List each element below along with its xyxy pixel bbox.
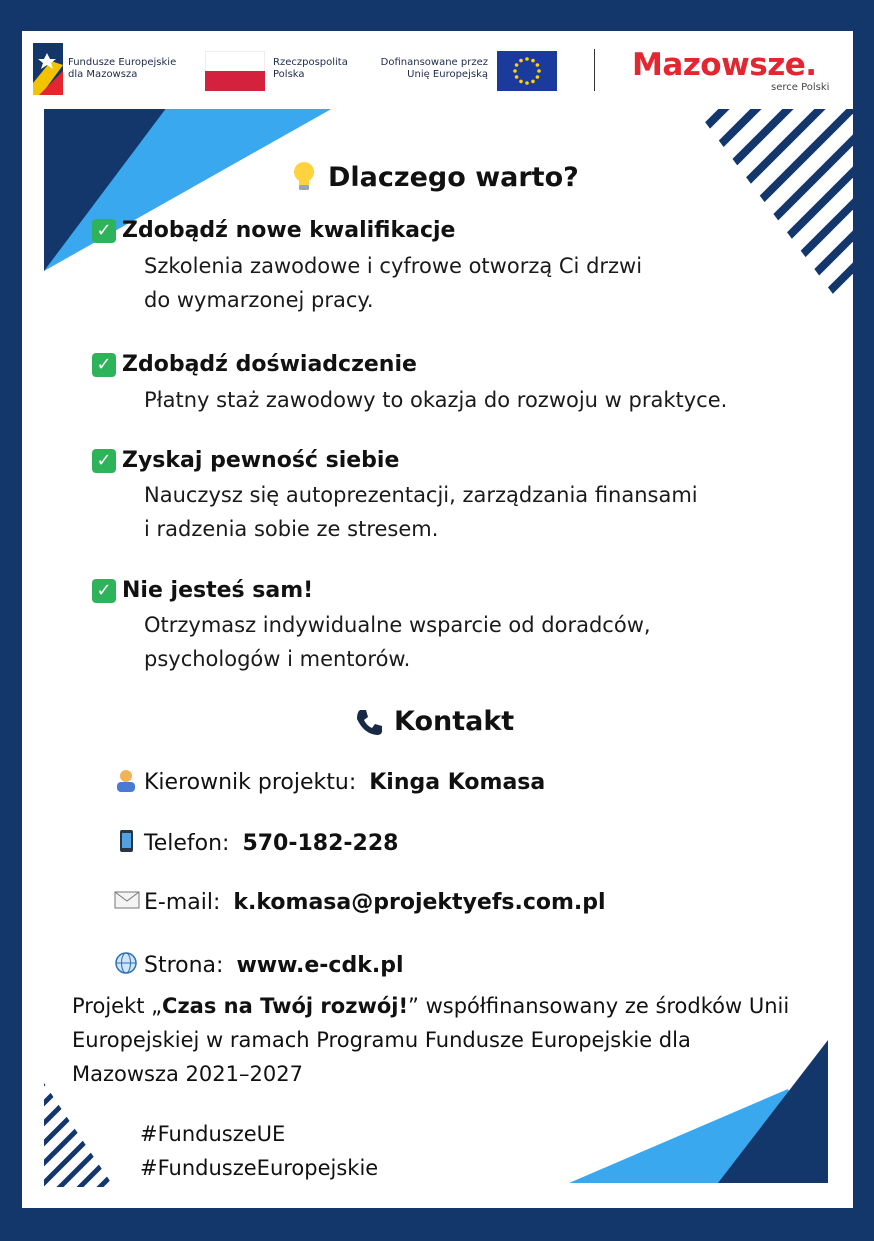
envelope-icon — [114, 890, 138, 915]
contact-heading: Kontakt — [394, 706, 515, 737]
flyer-page — [22, 31, 853, 1208]
polish-flag-icon — [205, 51, 265, 91]
eu-flag-icon — [497, 51, 557, 91]
benefit-desc-1 — [144, 249, 642, 317]
fe-logo-line2: dla Mazowsza — [68, 69, 138, 80]
logo-divider — [594, 49, 595, 91]
benefit-desc-line: Płatny staż zawodowy to okazja do rozwoju w praktyce. — [144, 388, 728, 412]
contact-manager — [114, 768, 545, 797]
benefit-desc-line: Szkolenia zawodowe i cyfrowe otworzą Ci drzwi — [144, 254, 643, 278]
contact-phone-label: Telefon: — [144, 831, 237, 856]
check-mark-icon: ✓ — [92, 353, 116, 377]
benefit-desc-3 — [144, 478, 698, 546]
mazowsze-tagline: serce Polski — [771, 82, 830, 93]
benefit-desc-2 — [144, 383, 727, 417]
benefit-title-3 — [92, 448, 399, 473]
project-name: Czas na Twój rozwój! — [162, 994, 409, 1018]
phone-receiver-icon — [354, 707, 384, 737]
benefit-title-text: Zyskaj pewność siebie — [122, 448, 400, 473]
benefit-title-4 — [92, 578, 313, 603]
contact-phone-value[interactable]: 570-182-228 — [242, 831, 399, 856]
contact-email — [114, 890, 606, 915]
benefit-desc-line: do wymarzonej pracy. — [144, 288, 374, 312]
contact-website-label: Strona: — [144, 953, 231, 978]
globe-icon — [114, 951, 138, 980]
benefit-title-text: Nie jesteś sam! — [122, 578, 314, 603]
rp-logo-line1: Rzeczpospolita — [273, 57, 348, 68]
hashtags — [140, 1117, 378, 1185]
why-heading: Dlaczego warto? — [328, 161, 579, 193]
hashtag-1[interactable]: #FunduszeUE — [140, 1122, 286, 1146]
check-mark-icon: ✓ — [92, 579, 116, 603]
funding-suffix: ” współfinansowany ze środków Unii — [408, 994, 790, 1018]
lightbulb-icon — [292, 161, 316, 193]
benefit-title-1 — [92, 218, 455, 243]
benefit-desc-line: Nauczysz się autoprezentacji, zarządzania finansami — [144, 483, 698, 507]
logo-bar — [22, 31, 853, 109]
mazowsze-logo: Mazowsze. — [632, 47, 817, 83]
contact-manager-value: Kinga Komasa — [369, 770, 546, 795]
funding-line-1 — [72, 989, 852, 1023]
eu-logo-line1: Dofinansowane przez — [380, 57, 488, 68]
benefit-title-text: Zdobądź nowe kwalifikacje — [122, 218, 456, 243]
contact-phone — [114, 829, 398, 858]
eu-logo-line2: Unię Europejską — [407, 69, 488, 80]
fe-logo-line1: Fundusze Europejskie — [68, 57, 177, 68]
contact-email-value[interactable]: k.komasa@projektyefs.com.pl — [233, 890, 606, 915]
why-heading-row — [292, 161, 579, 193]
benefit-title-text: Zdobądź doświadczenie — [122, 352, 417, 377]
contact-manager-label: Kierownik projektu: — [144, 770, 364, 795]
benefit-desc-line: psychologów i mentorów. — [144, 647, 411, 671]
contact-website — [114, 951, 404, 980]
benefit-desc-line: i radzenia sobie ze stresem. — [144, 517, 439, 541]
mobile-phone-icon — [114, 829, 138, 858]
funding-line-3: Mazowsza 2021–2027 — [72, 1062, 303, 1086]
top-right-stripes — [682, 91, 853, 311]
contact-website-value[interactable]: www.e-cdk.pl — [236, 953, 404, 978]
funding-statement — [72, 989, 852, 1091]
funding-prefix: Projekt „ — [72, 994, 163, 1018]
fe-logo-icon — [33, 43, 63, 95]
benefit-desc-4 — [144, 608, 651, 676]
benefit-title-2 — [92, 352, 417, 377]
check-mark-icon: ✓ — [92, 219, 116, 243]
check-mark-icon: ✓ — [92, 449, 116, 473]
rp-logo-line2: Polska — [273, 69, 305, 80]
benefit-desc-line: Otrzymasz indywidualne wsparcie od doradców, — [144, 613, 651, 637]
contact-email-label: E-mail: — [144, 890, 228, 915]
contact-heading-row — [354, 706, 514, 737]
person-icon — [114, 768, 138, 797]
funding-line-2: Europejskiej w ramach Programu Fundusze Europejskie dla — [72, 1028, 691, 1052]
bottom-left-stripes — [44, 1083, 114, 1187]
hashtag-2[interactable]: #FunduszeEuropejskie — [140, 1156, 379, 1180]
